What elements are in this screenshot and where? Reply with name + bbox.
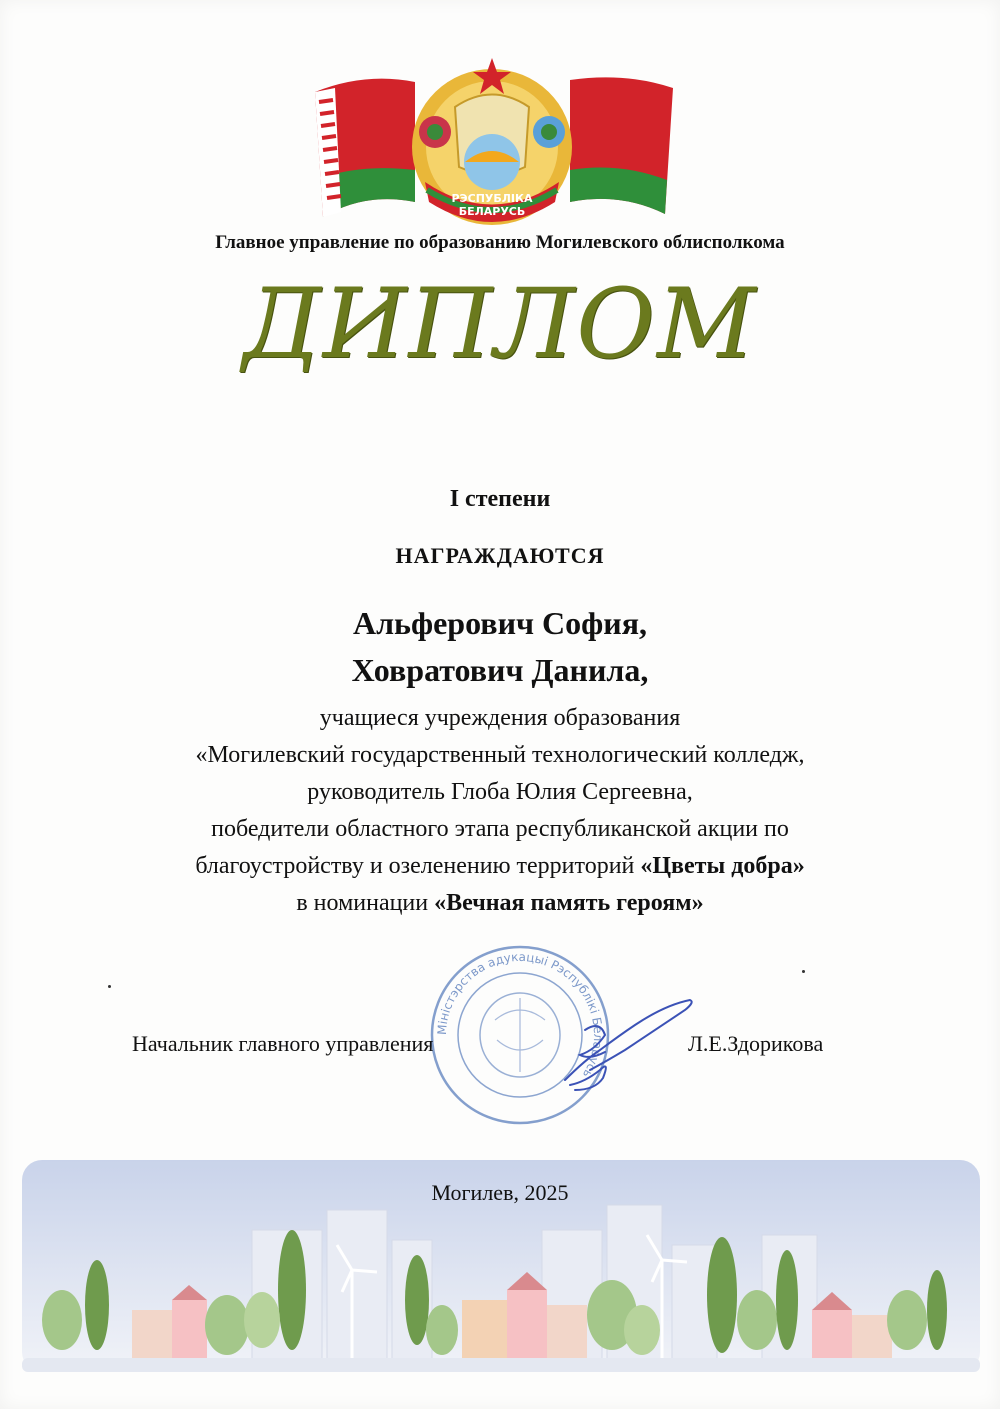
- diploma-title: ДИПЛОМ: [242, 268, 758, 380]
- awarded-label: НАГРАЖДАЮТСЯ: [395, 543, 605, 568]
- action-name: «Цветы добра»: [640, 853, 805, 879]
- description-line: руководитель Глоба Юлия Сергеевна,: [307, 779, 693, 805]
- right-flag: [570, 77, 673, 214]
- award-description: [60, 700, 940, 922]
- recipient-name: Ховратович Данила,: [351, 652, 649, 688]
- diploma-degree: I степени: [449, 486, 551, 512]
- city-year: Могилев, 2025: [431, 1180, 569, 1205]
- left-flag: [315, 79, 415, 217]
- emblem-ribbon-line1: РЭСПУБЛІКА: [451, 192, 533, 205]
- coat-of-arms: [412, 58, 572, 225]
- belarus-emblem-icon: [305, 52, 680, 232]
- description-text: в номинации: [296, 890, 429, 916]
- handwritten-signature: [545, 990, 705, 1100]
- seal-text: Міністэрства адукацыі Рэспублікі Беларусь: [434, 949, 606, 1081]
- description-line: учащиеся учреждения образования: [319, 705, 681, 731]
- description-line: [60, 848, 940, 885]
- scan-speck: [802, 970, 805, 973]
- description-line: [60, 885, 940, 922]
- description-line: «Могилевский государственный технологический колледж,: [195, 742, 805, 768]
- description-line: победители областного этапа республиканской акции по: [211, 816, 789, 842]
- emblem-ribbon-line2: БЕЛАРУСЬ: [458, 205, 526, 218]
- description-text: благоустройству и озеленению территорий: [195, 853, 635, 879]
- signer-position: Начальник главного управления: [132, 1031, 434, 1056]
- organization-name: Главное управление по образованию Могилевского облисполкома: [215, 232, 785, 253]
- scan-speck: [108, 985, 111, 988]
- recipients-list: [0, 600, 1000, 694]
- recipient-name: Альферович София,: [352, 605, 648, 641]
- signer-name: Л.Е.Здорикова: [688, 1031, 824, 1056]
- nomination-name: «Вечная память героям»: [434, 890, 704, 916]
